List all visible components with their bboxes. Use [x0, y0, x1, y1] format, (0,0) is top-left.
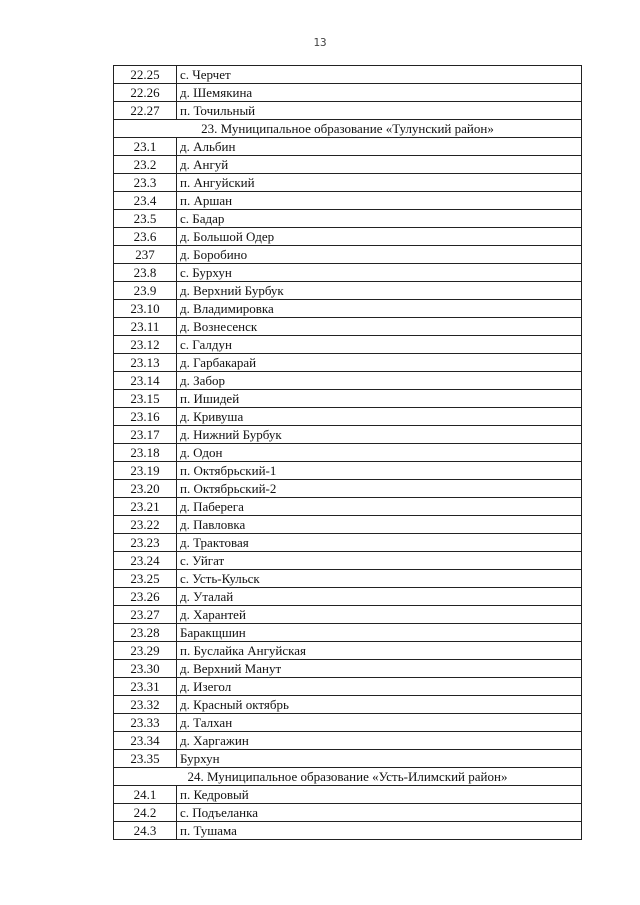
row-number: 23.14: [114, 372, 177, 390]
settlement-name: п. Ангуйский: [177, 174, 582, 192]
row-number: 23.4: [114, 192, 177, 210]
table-row: [114, 102, 582, 120]
settlement-name: д. Красный октябрь: [177, 696, 582, 714]
table-row: [114, 426, 582, 444]
row-number: 23.5: [114, 210, 177, 228]
table-row: [114, 264, 582, 282]
table-row: [114, 84, 582, 102]
settlement-name: д. Ангуй: [177, 156, 582, 174]
row-number: 23.27: [114, 606, 177, 624]
row-number: 23.28: [114, 624, 177, 642]
table-row: [114, 624, 582, 642]
row-number: 24.2: [114, 804, 177, 822]
settlement-name: д. Харгажин: [177, 732, 582, 750]
table-row: [114, 786, 582, 804]
table-row: [114, 444, 582, 462]
row-number: 23.33: [114, 714, 177, 732]
settlement-name: д. Одон: [177, 444, 582, 462]
row-number: 22.26: [114, 84, 177, 102]
row-number: 24.1: [114, 786, 177, 804]
table-row: [114, 318, 582, 336]
table-row: [114, 300, 582, 318]
settlement-name: п. Октябрьский-2: [177, 480, 582, 498]
table-row: [114, 678, 582, 696]
row-number: 23.8: [114, 264, 177, 282]
settlement-name: д. Павловка: [177, 516, 582, 534]
section-header-row: [114, 768, 582, 786]
row-number: 23.10: [114, 300, 177, 318]
table-row: [114, 192, 582, 210]
table-row: [114, 174, 582, 192]
table-row: [114, 588, 582, 606]
table-row: [114, 372, 582, 390]
table-row: [114, 462, 582, 480]
settlement-name: с. Подъеланка: [177, 804, 582, 822]
table-row: [114, 138, 582, 156]
row-number: 23.18: [114, 444, 177, 462]
table-row: [114, 696, 582, 714]
settlement-name: п. Аршан: [177, 192, 582, 210]
settlement-name: д. Владимировка: [177, 300, 582, 318]
row-number: 23.20: [114, 480, 177, 498]
table-row: [114, 408, 582, 426]
section-header-row: [114, 120, 582, 138]
settlement-name: д. Вознесенск: [177, 318, 582, 336]
section-title: 23. Муниципальное образование «Тулунский район»: [114, 120, 582, 138]
table-row: [114, 552, 582, 570]
row-number: 23.34: [114, 732, 177, 750]
table-row: [114, 714, 582, 732]
table-row: [114, 606, 582, 624]
row-number: 24.3: [114, 822, 177, 840]
table-row: [114, 66, 582, 84]
settlement-name: с. Черчет: [177, 66, 582, 84]
row-number: 23.26: [114, 588, 177, 606]
table-row: [114, 282, 582, 300]
settlement-name: д. Изегол: [177, 678, 582, 696]
table-row: [114, 480, 582, 498]
page-number: 13: [313, 36, 327, 49]
settlement-name: с. Усть-Кульск: [177, 570, 582, 588]
row-number: 23.17: [114, 426, 177, 444]
settlement-name: д. Боробино: [177, 246, 582, 264]
settlement-name: п. Ишидей: [177, 390, 582, 408]
table-row: [114, 642, 582, 660]
settlements-table: [113, 65, 582, 840]
row-number: 23.29: [114, 642, 177, 660]
settlement-name: с. Уйгат: [177, 552, 582, 570]
settlement-name: Бурхун: [177, 750, 582, 768]
row-number: 23.3: [114, 174, 177, 192]
row-number: 237: [114, 246, 177, 264]
table-row: [114, 822, 582, 840]
table-row: [114, 354, 582, 372]
row-number: 23.12: [114, 336, 177, 354]
row-number: 23.25: [114, 570, 177, 588]
settlement-name: д. Верхний Манут: [177, 660, 582, 678]
settlement-name: с. Бурхун: [177, 264, 582, 282]
settlement-name: д. Шемякина: [177, 84, 582, 102]
settlement-name: д. Кривуша: [177, 408, 582, 426]
table-row: [114, 390, 582, 408]
row-number: 23.31: [114, 678, 177, 696]
row-number: 23.11: [114, 318, 177, 336]
settlements-table-body: [114, 66, 582, 840]
row-number: 22.27: [114, 102, 177, 120]
row-number: 23.13: [114, 354, 177, 372]
section-title: 24. Муниципальное образование «Усть-Илимский район»: [114, 768, 582, 786]
settlement-name: д. Уталай: [177, 588, 582, 606]
table-row: [114, 336, 582, 354]
settlement-name: д. Нижний Бурбук: [177, 426, 582, 444]
row-number: 23.16: [114, 408, 177, 426]
settlement-name: п. Октябрьский-1: [177, 462, 582, 480]
row-number: 23.30: [114, 660, 177, 678]
row-number: 23.32: [114, 696, 177, 714]
table-row: [114, 660, 582, 678]
settlement-name: д. Альбин: [177, 138, 582, 156]
row-number: 23.21: [114, 498, 177, 516]
settlement-name: с. Бадар: [177, 210, 582, 228]
table-row: [114, 534, 582, 552]
row-number: 23.23: [114, 534, 177, 552]
settlement-name: д. Гарбакарай: [177, 354, 582, 372]
settlement-name: п. Кедровый: [177, 786, 582, 804]
settlement-name: д. Верхний Бурбук: [177, 282, 582, 300]
row-number: 23.15: [114, 390, 177, 408]
table-row: [114, 246, 582, 264]
settlement-name: д. Большой Одер: [177, 228, 582, 246]
settlement-name: п. Тушама: [177, 822, 582, 840]
table-row: [114, 210, 582, 228]
settlement-name: д. Талхан: [177, 714, 582, 732]
table-row: [114, 732, 582, 750]
row-number: 23.22: [114, 516, 177, 534]
row-number: 23.9: [114, 282, 177, 300]
settlement-name: д. Трактовая: [177, 534, 582, 552]
table-row: [114, 804, 582, 822]
settlement-name: д. Паберега: [177, 498, 582, 516]
settlement-name: д. Харантей: [177, 606, 582, 624]
row-number: 23.6: [114, 228, 177, 246]
table-row: [114, 498, 582, 516]
settlement-name: д. Забор: [177, 372, 582, 390]
table-row: [114, 156, 582, 174]
table-row: [114, 570, 582, 588]
settlement-name: п. Буслайка Ангуйская: [177, 642, 582, 660]
row-number: 23.35: [114, 750, 177, 768]
row-number: 23.2: [114, 156, 177, 174]
settlement-name: с. Галдун: [177, 336, 582, 354]
row-number: 23.24: [114, 552, 177, 570]
row-number: 22.25: [114, 66, 177, 84]
row-number: 23.1: [114, 138, 177, 156]
row-number: 23.19: [114, 462, 177, 480]
table-row: [114, 516, 582, 534]
settlement-name: Баракщшин: [177, 624, 582, 642]
table-row: [114, 750, 582, 768]
table-row: [114, 228, 582, 246]
settlement-name: п. Точильный: [177, 102, 582, 120]
